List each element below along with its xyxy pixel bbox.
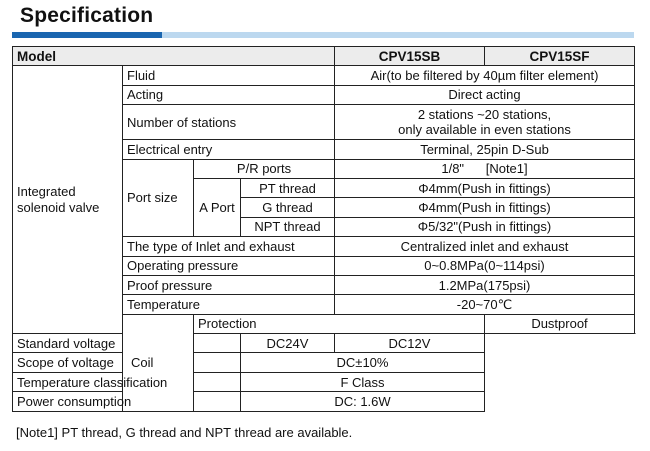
row-value-temp-class: F Class (241, 372, 485, 391)
row-value-electrical: Terminal, 25pin D-Sub (335, 140, 635, 159)
table-row (13, 353, 635, 372)
row-value-proof-pressure: 1.2MPa(175psi) (335, 275, 635, 294)
row-label-temperature: Temperature (123, 295, 335, 314)
row-label-scope-voltage: Scope of voltage (13, 353, 241, 372)
row-label-port-size: Port size (123, 159, 194, 237)
row-value-power: DC: 1.6W (241, 392, 485, 411)
table-row (13, 66, 635, 85)
row-label-stations: Number of stations (123, 105, 335, 140)
row-value-acting: Direct acting (335, 85, 635, 104)
row-label-electrical: Electrical entry (123, 140, 335, 159)
title-underline-bar (162, 32, 634, 38)
header-cpv15sf: CPV15SF (485, 47, 635, 66)
specification-table (12, 46, 635, 412)
row-value-pt-thread: Φ4mm(Push in fittings) (335, 178, 635, 197)
row-label-inlet-exhaust: The type of Inlet and exhaust (123, 237, 335, 256)
group-coil: Coil (123, 314, 194, 411)
row-value-inlet-exhaust: Centralized inlet and exhaust (335, 237, 635, 256)
row-value-npt-thread: Φ5/32"(Push in fittings) (335, 217, 635, 236)
row-label-pt-thread: PT thread (241, 178, 335, 197)
header-model: Model (13, 47, 335, 66)
row-value-voltage-sf: DC12V (335, 334, 485, 353)
row-label-g-thread: G thread (241, 198, 335, 217)
row-value-protection: Dustproof (485, 314, 635, 333)
row-label-fluid: Fluid (123, 66, 335, 85)
row-label-temp-class: Temperature classification (13, 372, 241, 391)
row-value-stations: 2 stations ~20 stations, only available in even stations (335, 105, 635, 140)
row-label-pr-ports: P/R ports (194, 159, 335, 178)
row-value-operating-pressure: 0~0.8MPa(0~114psi) (335, 256, 635, 275)
table-row (13, 392, 635, 411)
row-label-proof-pressure: Proof pressure (123, 275, 335, 294)
row-value-voltage-sb: DC24V (241, 334, 335, 353)
row-label-a-port: A Port (194, 178, 241, 236)
row-label-power: Power consumption (13, 392, 241, 411)
row-value-g-thread: Φ4mm(Push in fittings) (335, 198, 635, 217)
page-title: Specification (20, 4, 154, 27)
row-value-fluid: Air(to be filtered by 40µm filter element) (335, 66, 635, 85)
row-value-temperature: -20~70℃ (335, 295, 635, 314)
table-row (13, 334, 635, 353)
row-label-acting: Acting (123, 85, 335, 104)
title-accent-bar (12, 32, 162, 38)
row-label-npt-thread: NPT thread (241, 217, 335, 236)
row-label-protection: Protection (194, 314, 485, 333)
table-row (13, 372, 635, 391)
row-label-operating-pressure: Operating pressure (123, 256, 335, 275)
group-integrated-valve: Integrated solenoid valve (13, 66, 123, 334)
footnote: [Note1] PT thread, G thread and NPT thread are available. (16, 425, 353, 440)
table-header-row (13, 47, 635, 66)
row-label-standard-voltage: Standard voltage (13, 334, 241, 353)
header-cpv15sb: CPV15SB (335, 47, 485, 66)
row-value-scope-voltage: DC±10% (241, 353, 485, 372)
row-value-pr-ports: 1/8" [Note1] (335, 159, 635, 178)
